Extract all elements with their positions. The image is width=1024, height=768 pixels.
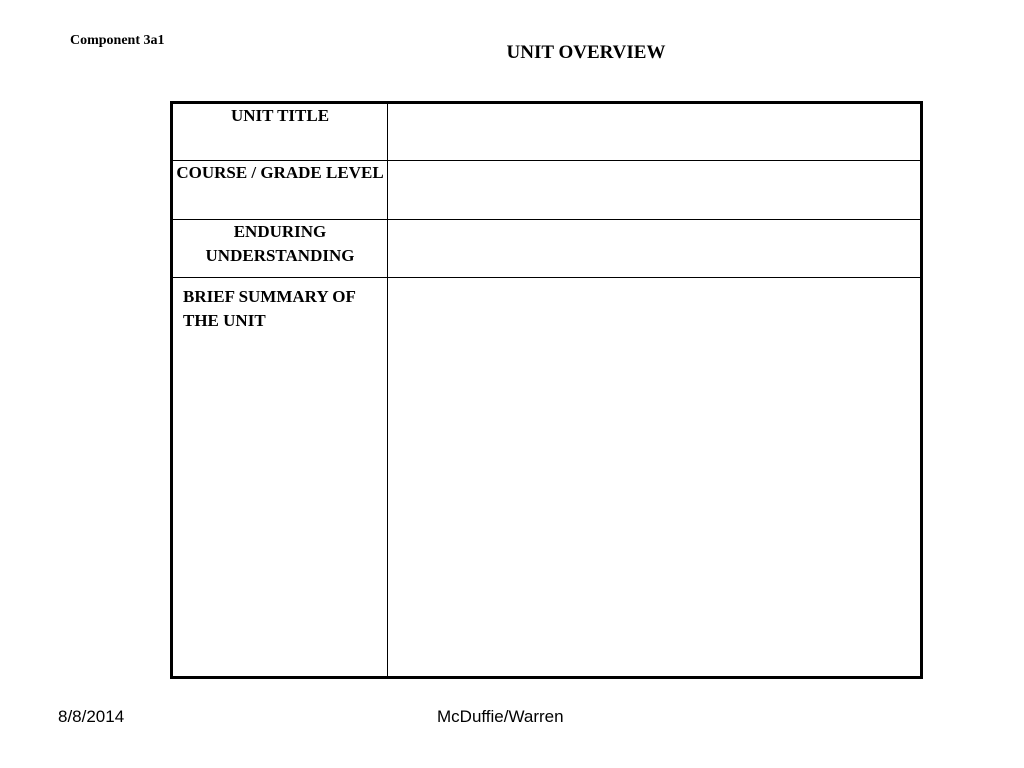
unit-title-value[interactable] bbox=[388, 103, 922, 161]
table-row-course-grade bbox=[172, 161, 922, 219]
table-row-brief-summary bbox=[172, 277, 922, 677]
table-row-unit-title bbox=[172, 103, 922, 161]
course-grade-label: COURSE / GRADE LEVEL bbox=[172, 161, 388, 219]
course-grade-value[interactable] bbox=[388, 161, 922, 219]
enduring-understanding-value[interactable] bbox=[388, 219, 922, 277]
brief-summary-label: BRIEF SUMMARY OF THE UNIT bbox=[172, 277, 388, 677]
footer-author: McDuffie/Warren bbox=[437, 707, 564, 726]
footer-date: 8/8/2014 bbox=[58, 707, 125, 726]
component-label: Component 3a1 bbox=[70, 33, 165, 48]
unit-overview-table bbox=[170, 101, 923, 679]
unit-title-label: UNIT TITLE bbox=[172, 103, 388, 161]
enduring-understanding-label: ENDURING UNDERSTANDING bbox=[172, 219, 388, 277]
brief-summary-value[interactable] bbox=[388, 277, 922, 677]
table-row-enduring-understanding bbox=[172, 219, 922, 277]
page-title: UNIT OVERVIEW bbox=[506, 42, 666, 63]
